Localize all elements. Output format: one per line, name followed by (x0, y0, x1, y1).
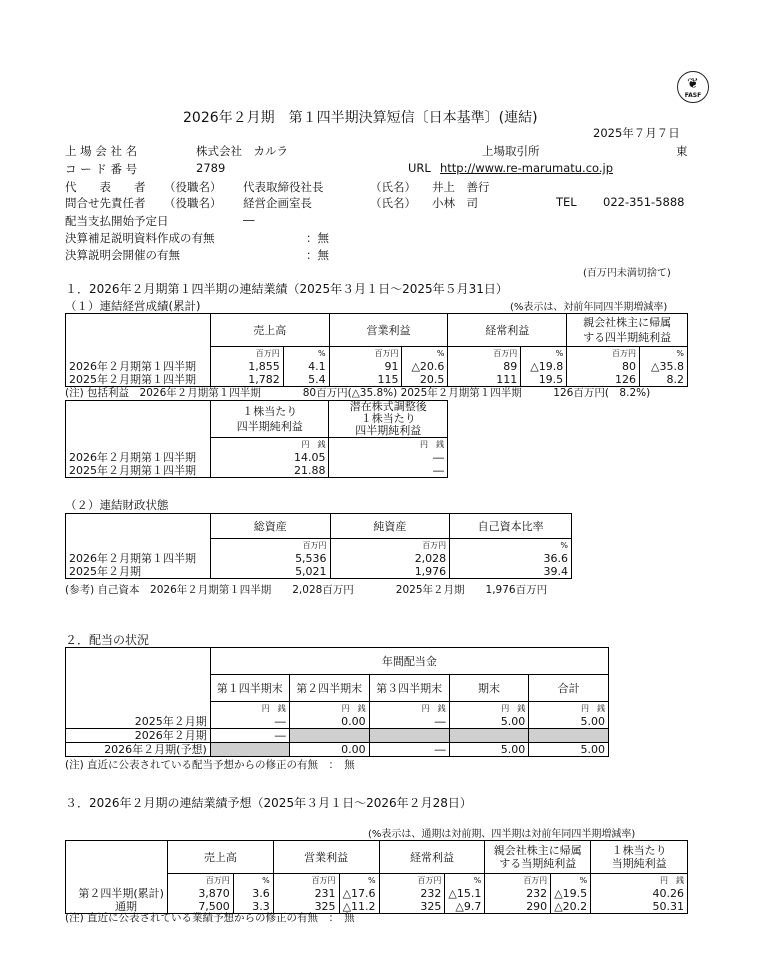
cell: 3,870 (167, 887, 233, 900)
cell: 50.31 (591, 900, 688, 914)
unit: 百万円 (485, 874, 551, 887)
cell: 115 (329, 373, 402, 387)
table-row (66, 728, 609, 742)
table-row (66, 373, 688, 387)
comprehensive-income-note: (注) 包括利益 2026年２月期第１四半期 80百万円(△35.8%) 2025年２月期第１四半期 126百万円( 8.2%) (65, 387, 651, 399)
forecast-note: (注) 直近に公表されている業績予想からの修正の有無 ： 無 (65, 912, 355, 924)
cell: △15.1 (445, 887, 485, 900)
cell: △11.2 (339, 900, 379, 914)
cell: 0.00 (289, 715, 369, 729)
header-q3-end: 第３四半期末 (369, 675, 449, 702)
cell: 5.00 (449, 742, 529, 756)
cell: 3.6 (233, 887, 273, 900)
cell: 36.6 (450, 552, 572, 565)
eps-table (65, 400, 448, 478)
cell: 5.00 (449, 715, 529, 729)
tel: 022-351-5888 (603, 195, 685, 209)
cell: 7,500 (167, 900, 233, 914)
unit: 円 銭 (210, 702, 289, 715)
report-date: 2025年７月７日 (593, 126, 680, 140)
unit: 円 銭 (369, 702, 449, 715)
unit: % (339, 874, 379, 887)
cell: 325 (273, 900, 339, 914)
cell (210, 742, 289, 756)
cell: 39.4 (450, 565, 572, 579)
cell: 3.3 (233, 900, 273, 914)
unit: % (402, 347, 448, 360)
company-name: 株式会社 カルラ (196, 144, 288, 158)
header-fy-end: 期末 (449, 675, 529, 702)
row-label: 2025年２月期第１四半期 (66, 464, 211, 478)
cell: 20.5 (402, 373, 448, 387)
table-row (66, 552, 572, 565)
unit: 百万円 (273, 874, 339, 887)
header-operating-income: 営業利益 (273, 841, 379, 874)
row-label: 通期 (66, 900, 168, 914)
header-annual-dividend: 年間配当金 (210, 648, 608, 675)
url-label: URL (408, 161, 431, 175)
unit: 百万円 (210, 347, 283, 360)
unit: 百万円 (329, 347, 402, 360)
fasf-logo-icon: ❦ FASF (677, 71, 709, 103)
cell: 21.88 (210, 464, 329, 478)
row-label: 第２四半期(累計) (66, 887, 168, 900)
cell: 290 (485, 900, 551, 914)
header-equity-ratio: 自己資本比率 (450, 514, 572, 539)
cell: 126 (567, 373, 640, 387)
contact-name-label: （氏名） (370, 196, 416, 210)
cell: 80 (567, 360, 640, 373)
section-1-sub1: （１）連結経営成績(累計) (65, 299, 201, 313)
cell: 5.4 (283, 373, 329, 387)
operating-results-table (65, 313, 688, 387)
company-name-label: 上 場 会 社 名 (65, 144, 138, 158)
tel-label: TEL (556, 195, 577, 209)
unit: % (639, 347, 687, 360)
cell (369, 728, 449, 742)
contact-name: 小林 司 (432, 196, 478, 210)
cell: 231 (273, 887, 339, 900)
cell: ― (369, 742, 449, 756)
section-1-sub2: （２）連結財政状態 (65, 498, 169, 512)
cell: 1,855 (210, 360, 283, 373)
cell: △19.5 (551, 887, 591, 900)
cell: ― (210, 715, 289, 729)
forecast-table (65, 840, 688, 914)
cell: 4.1 (283, 360, 329, 373)
cell: 5,536 (210, 552, 330, 565)
unit: % (551, 874, 591, 887)
header-eps: １株当たり 当期純利益 (591, 841, 688, 874)
header-sales: 売上高 (210, 314, 329, 347)
cell: 325 (379, 900, 445, 914)
row-label: 2026年２月期第１四半期 (66, 552, 211, 565)
dividend-table (65, 647, 609, 757)
unit: 円 銭 (289, 702, 369, 715)
equity-note: (参考) 自己資本 2026年２月期第１四半期 2,028百万円 2025年２月期 1,976百万円 (65, 584, 548, 596)
cell: 1,782 (210, 373, 283, 387)
unit: 百万円 (448, 347, 521, 360)
rounding-note: (百万円未満切捨て) (583, 268, 671, 279)
dividend-date-label: 配当支払開始予定日 (65, 214, 169, 228)
unit: 百万円 (167, 874, 233, 887)
table-row (66, 451, 448, 464)
supp-label: 決算補足説明資料作成の有無 (65, 231, 215, 245)
cell: 0.00 (289, 742, 369, 756)
cell: ― (329, 451, 448, 464)
rep-label: 代 表 者 (65, 180, 146, 194)
cell: 8.2 (639, 373, 687, 387)
unit: % (450, 539, 572, 552)
table-row (66, 887, 688, 900)
contact-label: 問合せ先責任者 (65, 196, 146, 210)
cell: ― (210, 728, 289, 742)
cell: 232 (485, 887, 551, 900)
unit: % (521, 347, 567, 360)
dividend-note: (注) 直近に公表されている配当予想からの修正の有無 ： 無 (65, 759, 355, 771)
unit: % (445, 874, 485, 887)
briefing: ：無 (306, 248, 329, 262)
row-label: 2026年２月期 (66, 728, 211, 742)
cell: △35.8 (639, 360, 687, 373)
cell: 5.00 (529, 742, 609, 756)
cell: △9.7 (445, 900, 485, 914)
row-label: 2026年２月期(予想) (66, 742, 211, 756)
section-2-title: ２．配当の状況 (65, 633, 150, 647)
cell: 111 (448, 373, 521, 387)
unit: 百万円 (567, 347, 640, 360)
table-row (66, 715, 609, 729)
row-label: 2026年２月期第１四半期 (66, 360, 211, 373)
cell: 232 (379, 887, 445, 900)
rep-name-label: （氏名） (370, 180, 416, 194)
unit: 円 銭 (210, 438, 329, 451)
cell: 1,976 (330, 565, 450, 579)
unit: 円 銭 (591, 874, 688, 887)
header-total-assets: 総資産 (210, 514, 330, 539)
header-sales: 売上高 (167, 841, 273, 874)
code: 2789 (196, 161, 226, 175)
pct-note-3: (%表示は、通期は対前期、四半期は対前年同四半期増減率) (368, 829, 636, 840)
cell: △20.2 (551, 900, 591, 914)
unit: 百万円 (379, 874, 445, 887)
rep-title: 代表取締役社長 (243, 180, 324, 194)
unit: 円 銭 (329, 438, 448, 451)
cell: △19.8 (521, 360, 567, 373)
cell (449, 728, 529, 742)
cell: ― (329, 464, 448, 478)
supp: ：無 (306, 231, 329, 245)
unit: 百万円 (210, 539, 330, 552)
company-url-link[interactable]: http://www.re-marumatu.co.jp (440, 161, 614, 175)
header-net-assets: 純資産 (330, 514, 450, 539)
cell: 89 (448, 360, 521, 373)
cell: 14.05 (210, 451, 329, 464)
table-row (66, 464, 448, 478)
code-label: コ ー ド 番 号 (65, 162, 138, 176)
cell: 5,021 (210, 565, 330, 579)
header-total: 合計 (529, 675, 609, 702)
header-q1-end: 第１四半期末 (210, 675, 289, 702)
contact-title: 経営企画室長 (243, 196, 312, 210)
rep-title-label: （役職名） (164, 180, 222, 194)
header-ordinary-income: 経常利益 (448, 314, 567, 347)
cell: 40.26 (591, 887, 688, 900)
section-1-title: １．2026年２月期第１四半期の連結業績（2025年３月１日～2025年５月31日） (65, 282, 508, 296)
table-row (66, 565, 572, 579)
cell: 91 (329, 360, 402, 373)
header-q2-end: 第２四半期末 (289, 675, 369, 702)
cell: △17.6 (339, 887, 379, 900)
row-label: 2026年２月期第１四半期 (66, 451, 211, 464)
row-label: 2025年２月期 (66, 565, 211, 579)
cell (289, 728, 369, 742)
unit: % (283, 347, 329, 360)
unit: 円 銭 (449, 702, 529, 715)
briefing-label: 決算説明会開催の有無 (65, 248, 180, 262)
unit: % (233, 874, 273, 887)
exchange-label: 上場取引所 (482, 144, 540, 158)
header-net-income: 親会社株主に帰属 する当期純利益 (485, 841, 591, 874)
section-3-title: ３．2026年２月期の連結業績予想（2025年３月１日～2026年２月28日） (65, 796, 472, 810)
cell: 5.00 (529, 715, 609, 729)
page-title: 2026年２月期 第１四半期決算短信〔日本基準〕(連結) (183, 110, 538, 126)
rep-name: 井上 善行 (432, 180, 490, 194)
table-row (66, 360, 688, 373)
exchange: 東 (676, 144, 688, 158)
unit: 円 銭 (529, 702, 609, 715)
header-ordinary-income: 経常利益 (379, 841, 485, 874)
header-eps: １株当たり 四半期純利益 (210, 401, 329, 438)
cell: 19.5 (521, 373, 567, 387)
dividend-date: ― (243, 213, 255, 227)
header-operating-income: 営業利益 (329, 314, 448, 347)
financial-position-table (65, 513, 572, 579)
cell: 2,028 (330, 552, 450, 565)
row-label: 2025年２月期 (66, 715, 211, 729)
cell (529, 728, 609, 742)
pct-note-1: (%表示は、対前年同四半期増減率) (510, 302, 668, 313)
contact-title-label: （役職名） (164, 196, 222, 210)
cell: △20.6 (402, 360, 448, 373)
unit: 百万円 (330, 539, 450, 552)
table-row (66, 742, 609, 756)
row-label: 2025年２月期第１四半期 (66, 373, 211, 387)
header-net-income: 親会社株主に帰属 する四半期純利益 (567, 314, 688, 347)
header-diluted-eps: 潜在株式調整後 １株当たり 四半期純利益 (329, 401, 448, 438)
cell: ― (369, 715, 449, 729)
